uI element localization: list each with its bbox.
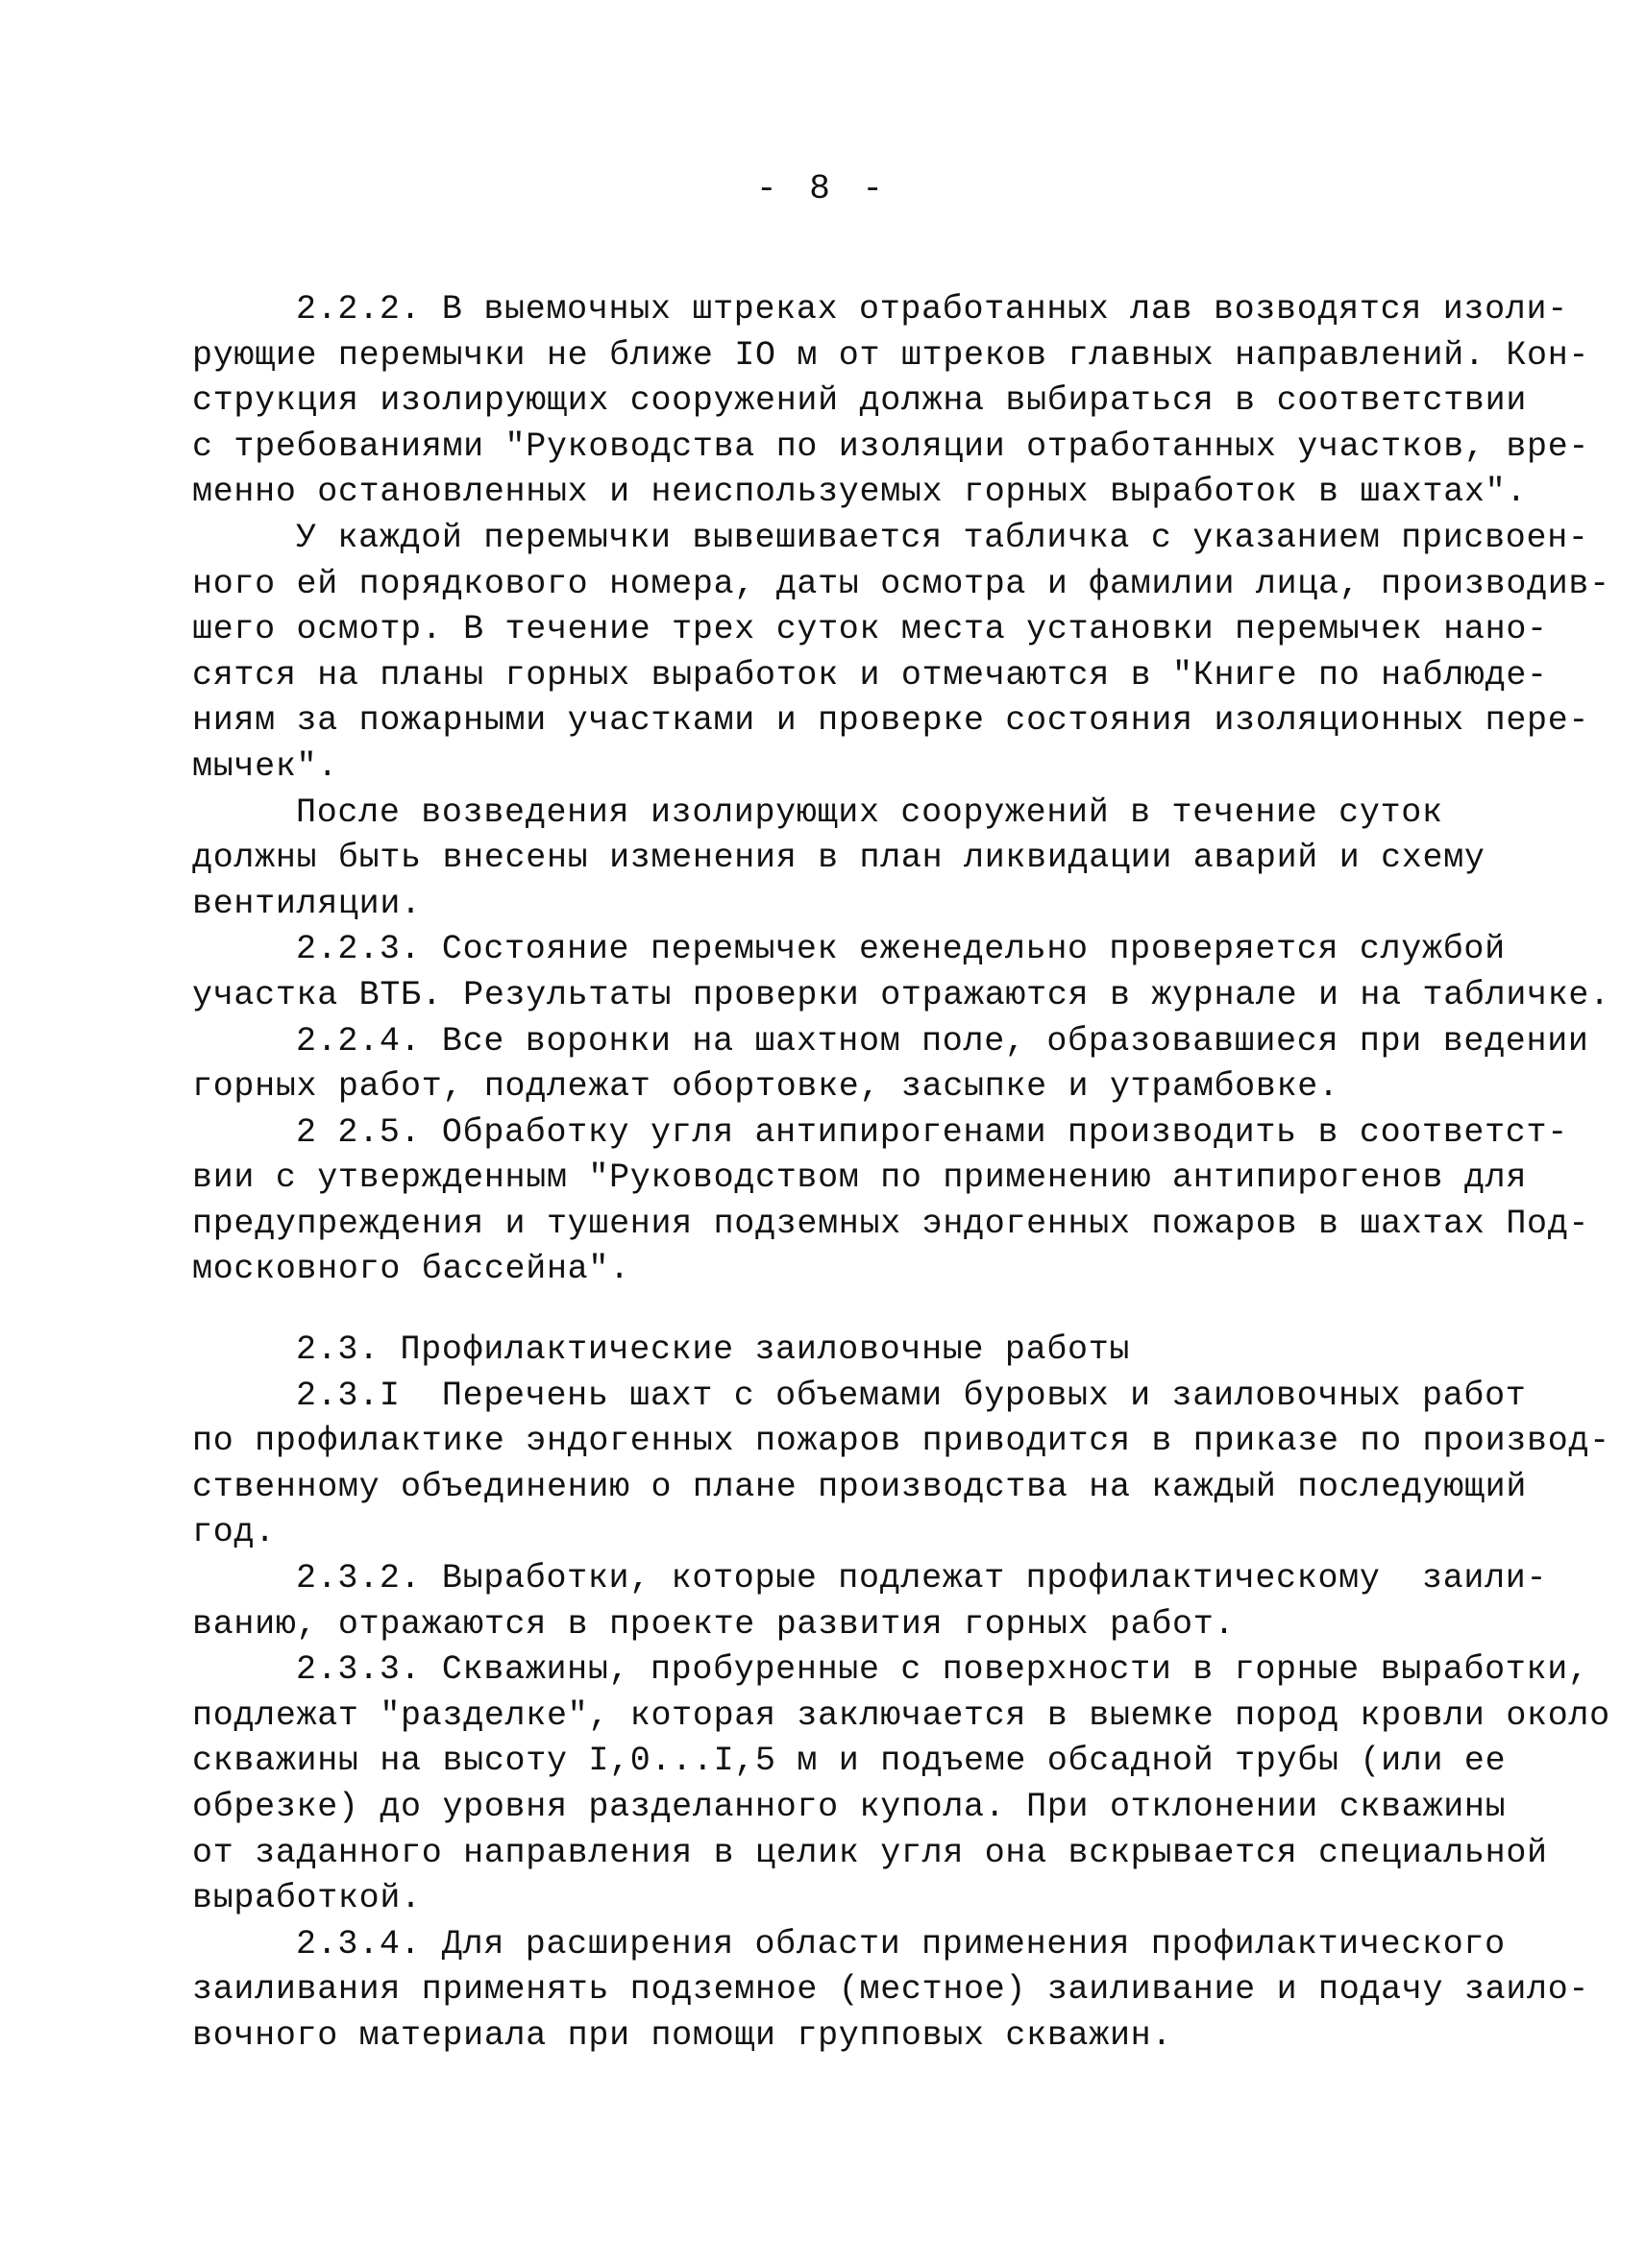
text-line: ванию, отражаются в проекте развития горных работ. [192,1604,1236,1644]
page-number: - 8 - [755,169,890,208]
text-line: горных работ, подлежат обортовке, засыпке и утрамбовке. [192,1067,1339,1107]
text-line: 2.2.3. Состояние перемычек еженедельно проверяется службой [296,930,1506,969]
text-line: от заданного направления в целик угля она вскрывается специальной [192,1833,1548,1872]
text-line: 2.3.2. Выработки, которые подлежат профилактическому заили- [296,1559,1548,1598]
text-line: московного бассейна". [192,1250,630,1289]
paragraph [192,791,1499,928]
text-line: мычек". [192,746,338,786]
text-line: обрезке) до уровня разделанного купола. При отклонении скважины [192,1788,1507,1826]
text-line: струкция изолирующих сооружений должна выбираться в соответствии [192,381,1528,421]
text-line: подлежат "разделке", которая заключается в выемке пород кровли около [192,1695,1610,1735]
text-line: рующие перемычки не ближе IO м от штреков главных направлений. Кон- [192,335,1590,375]
text-line: выработкой. [192,1879,422,1918]
text-line: вентиляции. [192,884,422,923]
text-line: участка ВТБ. Результаты проверки отражаются в журнале и на табличке. [192,975,1610,1014]
paragraph [192,1110,1590,1293]
paragraph [192,1922,1590,2060]
text-line: 2.2.4. Все воронки на шахтном поле, образовавшиеся при ведении [296,1021,1589,1061]
text-line: 2.3. Профилактические заиловочные работы [296,1330,1131,1370]
section-heading [192,1328,1499,1374]
text-line: вочного материала при помощи групповых скважин. [192,2015,1173,2055]
text-line: вии с утвержденным "Руководством по применению антипирогенов для [192,1158,1528,1198]
text-line: менно остановленных и неиспользуемых горных выработок в шахтах". [192,473,1528,512]
paragraph [192,1374,1610,1556]
paragraph [192,1019,1589,1110]
paragraph [192,287,1590,516]
text-line: 2.3.I Перечень шахт с объемами буровых и заиловочных работ [296,1376,1527,1415]
text-line: предупреждения и тушения подземных эндогенных пожаров в шахтах Под- [192,1204,1590,1243]
text-line: должны быть внесены изменения в план ликвидации аварий и схему [192,839,1485,878]
paragraph [192,516,1610,791]
text-line: 2.3.3. Скважины, пробуренные с поверхности в горные выработки, [296,1650,1589,1690]
text-line: по профилактике эндогенных пожаров приводится в приказе по производ- [192,1422,1610,1461]
text-line: заиливания применять подземное (местное) заиливание и подачу заило- [192,1970,1590,2010]
text-line: ниям за пожарными участками и проверке состояния изоляционных пере- [192,701,1590,741]
text-line: скважины на высоту I,0...I,5 м и подъеме обсадной трубы (или ее [192,1742,1507,1781]
paragraph [192,1647,1610,1922]
text-line: 2.2.2. В выемочных штреках отработанных лав возводятся изоли- [296,290,1568,329]
text-line: шего осмотр. В течение трех суток места установки перемычек нано- [192,610,1548,649]
text-line: 2.3.4. Для расширения области применения профилактического [296,1924,1506,1963]
text-line: У каждой перемычки вывешивается табличка с указанием присвоен- [296,518,1589,557]
paragraph [192,1556,1548,1647]
text-line: с требованиями "Руководства по изоляции отработанных участков, вре- [192,427,1590,466]
text-line: год. [192,1513,276,1552]
text-line: После возведения изолирующих сооружений в течение суток [296,793,1443,832]
text-line: сятся на планы горных выработок и отмечаются в "Книге по наблюде- [192,655,1548,695]
text-line: ственному объединению о плане производства на каждый последующий [192,1467,1528,1506]
document-body [192,287,1610,2060]
paragraph [192,927,1610,1018]
text-line: 2 2.5. Обработку угля антипирогенами производить в соответст- [296,1112,1568,1152]
text-line: ного ей порядкового номера, даты осмотра и фамилии лица, производив- [192,564,1610,603]
